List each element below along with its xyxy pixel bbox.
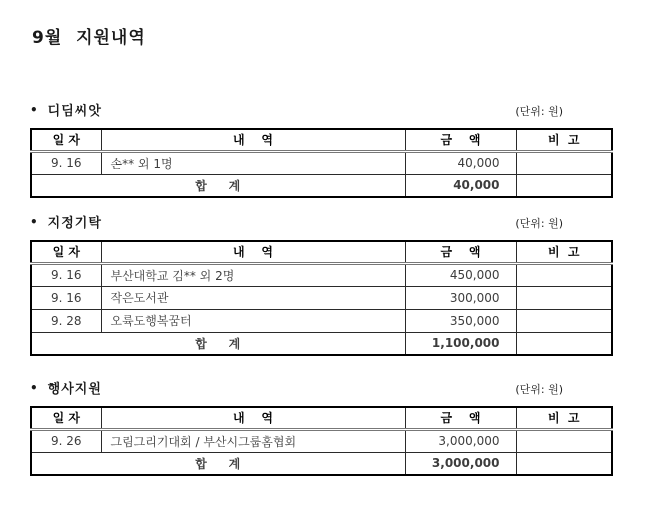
bullet-icon: • xyxy=(30,215,39,229)
unit-label: (단위: 원) xyxy=(515,105,563,118)
page-title: 9월 지원내역 xyxy=(32,28,146,48)
section-title-text: 지정기탁 xyxy=(47,216,102,231)
cell-note xyxy=(516,429,612,452)
table-row xyxy=(31,151,612,174)
table-row xyxy=(31,429,612,452)
unit-label: (단위: 원) xyxy=(515,383,563,396)
section-designated-donation xyxy=(30,212,613,356)
cell-date: 9. 26 xyxy=(31,429,101,452)
cell-note xyxy=(516,332,612,355)
cell-amount: 350,000 xyxy=(405,309,516,332)
total-row xyxy=(31,332,612,355)
col-header-description: 내 역 xyxy=(101,241,405,263)
section-title xyxy=(30,100,102,119)
cell-date: 9. 28 xyxy=(31,309,101,332)
bullet-icon: • xyxy=(30,381,39,395)
support-table-didim-seed xyxy=(30,128,613,198)
cell-date: 9. 16 xyxy=(31,286,101,309)
table-row xyxy=(31,309,612,332)
cell-note xyxy=(516,174,612,197)
col-header-amount: 금 액 xyxy=(405,241,516,263)
cell-amount: 450,000 xyxy=(405,263,516,286)
col-header-note: 비 고 xyxy=(516,129,612,151)
cell-description: 손** 외 1명 xyxy=(101,151,405,174)
total-label: 합 계 xyxy=(31,174,405,197)
col-header-amount: 금 액 xyxy=(405,407,516,429)
cell-date: 9. 16 xyxy=(31,263,101,286)
col-header-note: 비 고 xyxy=(516,241,612,263)
total-amount: 3,000,000 xyxy=(405,452,516,475)
col-header-date: 일 자 xyxy=(31,241,101,263)
cell-amount: 300,000 xyxy=(405,286,516,309)
section-event-support xyxy=(30,378,613,476)
total-amount: 40,000 xyxy=(405,174,516,197)
table-header-row xyxy=(31,241,612,263)
cell-note xyxy=(516,151,612,174)
cell-note xyxy=(516,263,612,286)
cell-description: 오륙도행복꿈터 xyxy=(101,309,405,332)
section-header xyxy=(30,212,613,231)
total-row xyxy=(31,174,612,197)
col-header-date: 일 자 xyxy=(31,129,101,151)
cell-amount: 40,000 xyxy=(405,151,516,174)
section-header xyxy=(30,100,613,119)
table-row xyxy=(31,263,612,286)
cell-description: 부산대학교 김** 외 2명 xyxy=(101,263,405,286)
section-didim-seed xyxy=(30,100,613,198)
col-header-date: 일 자 xyxy=(31,407,101,429)
cell-note xyxy=(516,286,612,309)
cell-date: 9. 16 xyxy=(31,151,101,174)
cell-description: 그림그리기대회 / 부산시그룹홈협회 xyxy=(101,429,405,452)
section-title-text: 행사지원 xyxy=(47,382,102,397)
support-table-designated-donation xyxy=(30,240,613,356)
cell-description: 작은도서관 xyxy=(101,286,405,309)
table-header-row xyxy=(31,407,612,429)
cell-note xyxy=(516,452,612,475)
col-header-description: 내 역 xyxy=(101,129,405,151)
total-row xyxy=(31,452,612,475)
cell-amount: 3,000,000 xyxy=(405,429,516,452)
total-amount: 1,100,000 xyxy=(405,332,516,355)
bullet-icon: • xyxy=(30,103,39,117)
col-header-description: 내 역 xyxy=(101,407,405,429)
table-row xyxy=(31,286,612,309)
section-title-text: 디딤씨앗 xyxy=(47,104,102,119)
section-title xyxy=(30,212,102,231)
cell-note xyxy=(516,309,612,332)
section-title xyxy=(30,378,102,397)
table-header-row xyxy=(31,129,612,151)
unit-label: (단위: 원) xyxy=(515,217,563,230)
col-header-note: 비 고 xyxy=(516,407,612,429)
support-table-event-support xyxy=(30,406,613,476)
col-header-amount: 금 액 xyxy=(405,129,516,151)
total-label: 합 계 xyxy=(31,452,405,475)
section-header xyxy=(30,378,613,397)
total-label: 합 계 xyxy=(31,332,405,355)
